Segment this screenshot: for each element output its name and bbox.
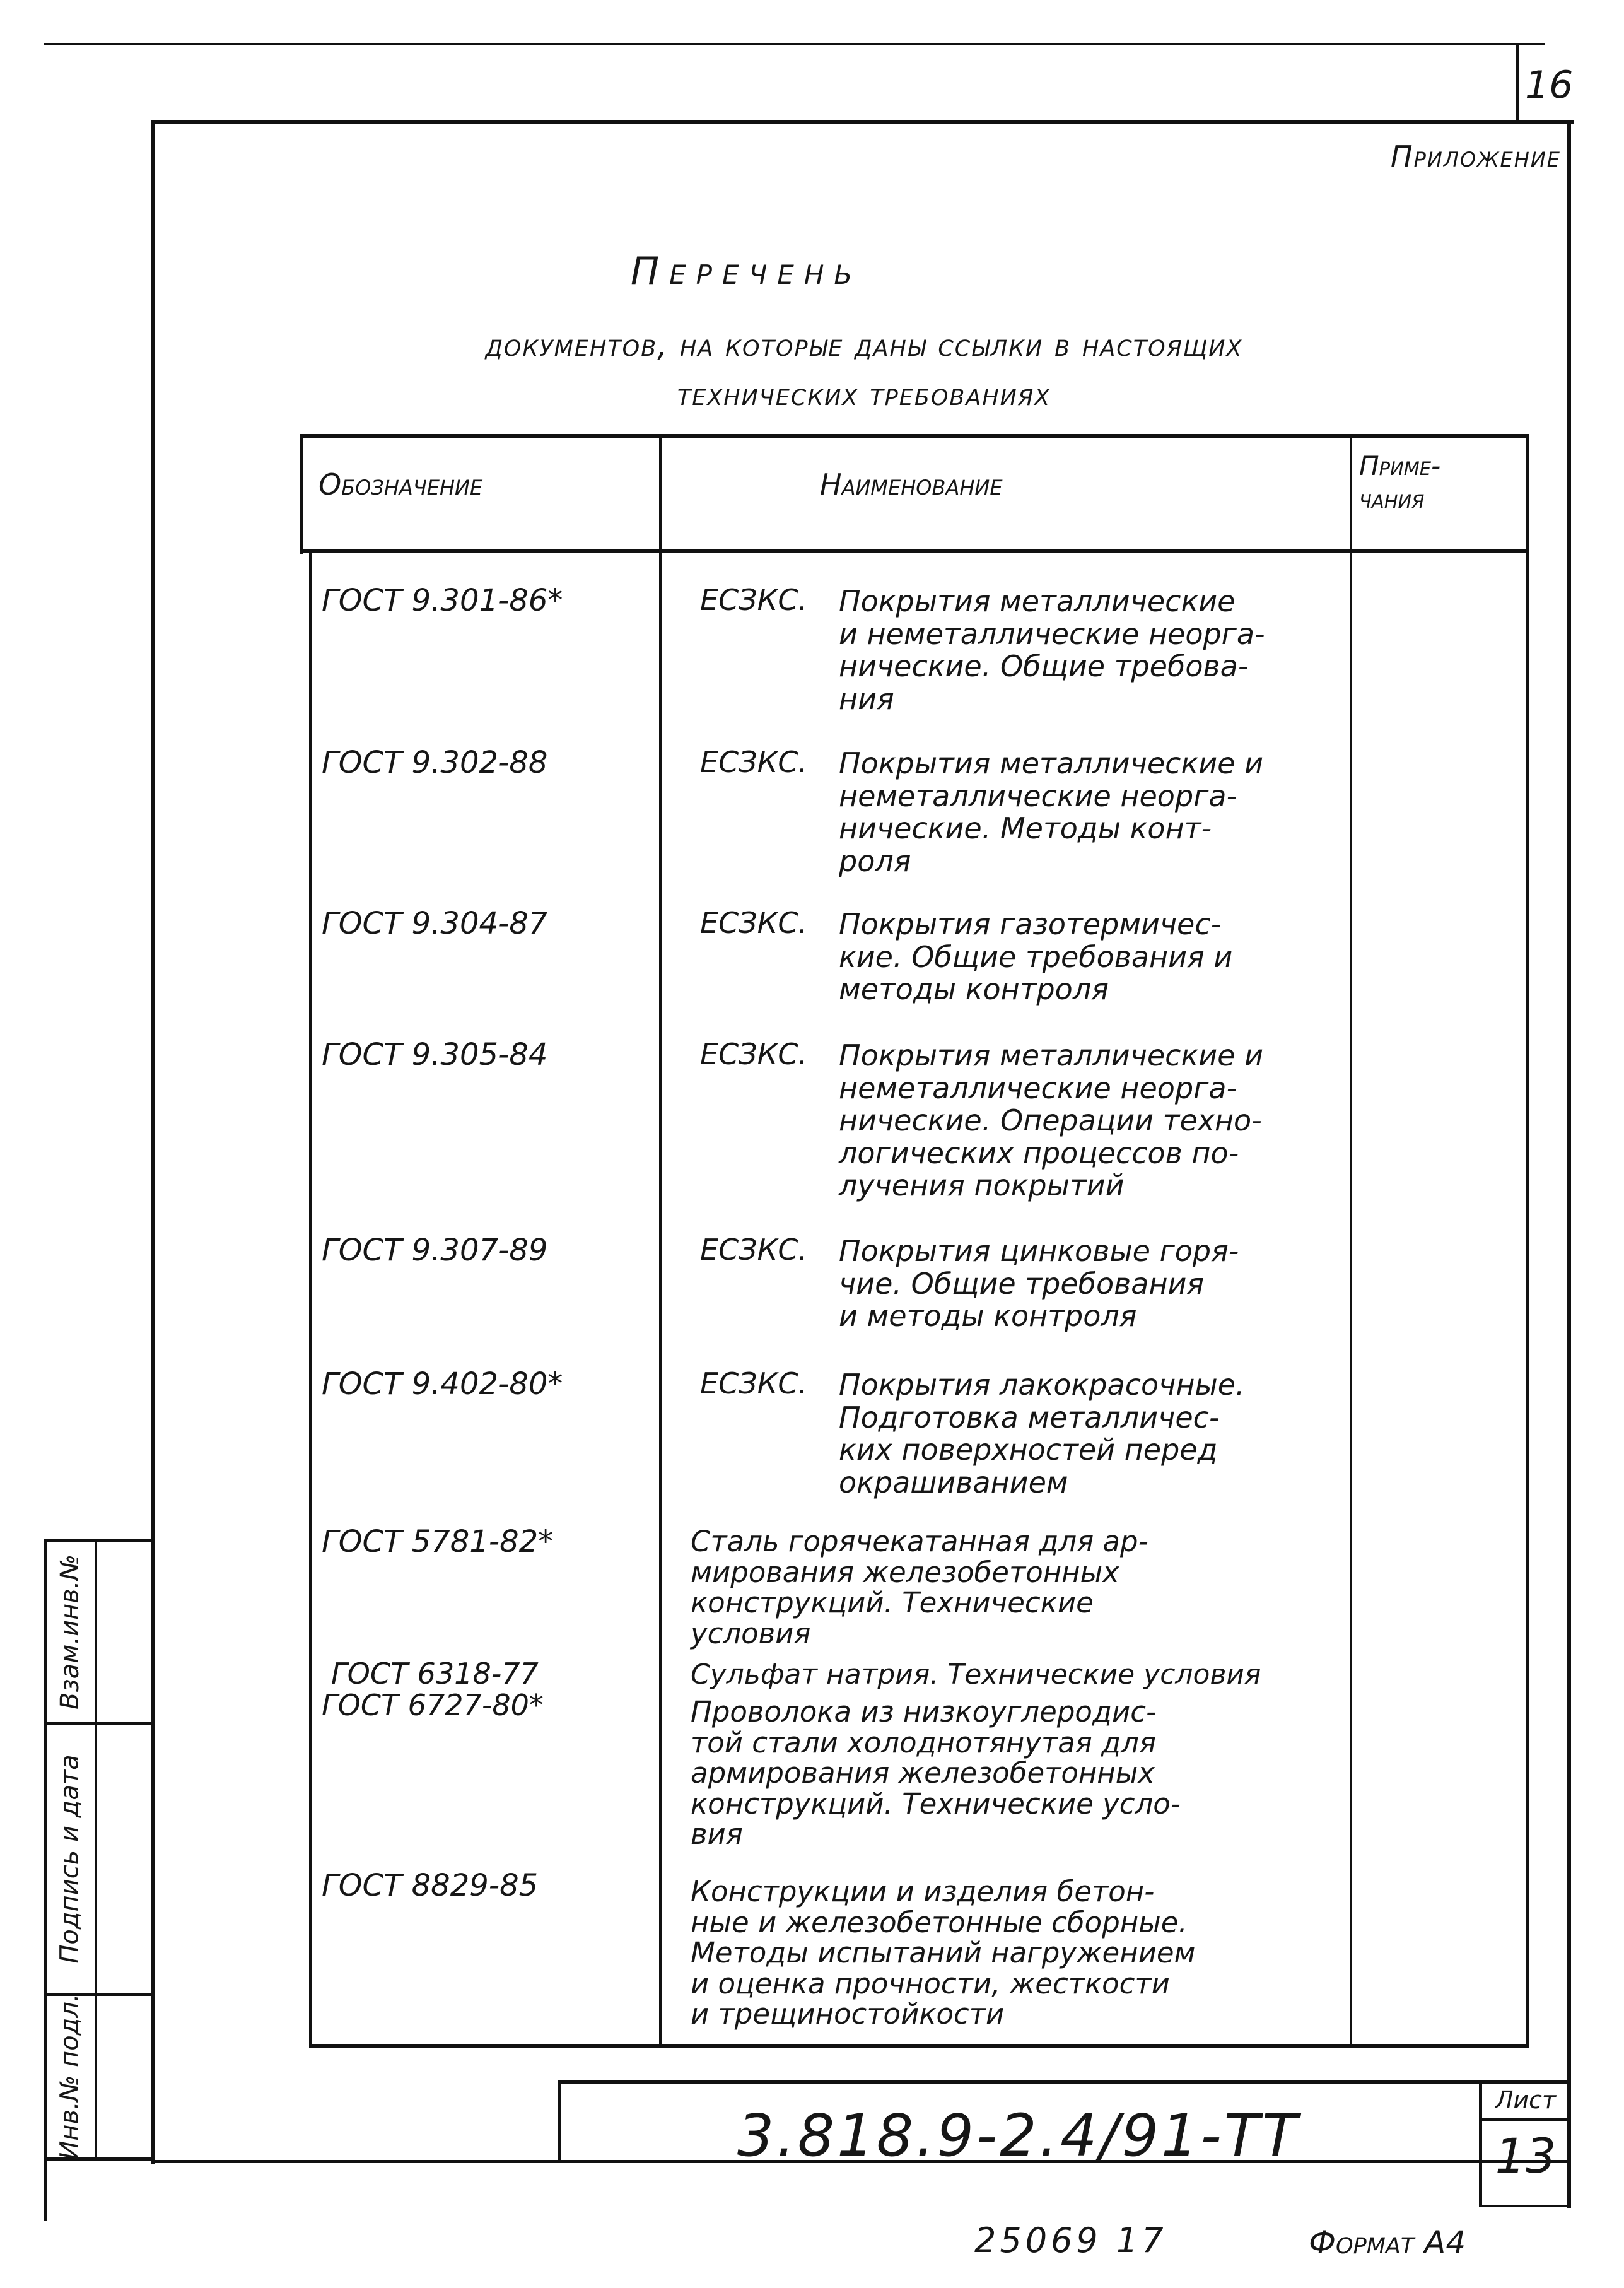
row-designation: ГОСТ 9.402-80*	[322, 1366, 563, 1402]
row-name-line: конструкций. Технические	[691, 1586, 1094, 1620]
page-number-box-left	[1516, 44, 1519, 121]
row-name-line: нические. Операции техно-	[839, 1103, 1262, 1138]
row-name-line: и неметаллические неорга-	[839, 616, 1265, 651]
row-name	[839, 585, 1265, 715]
row-name-line: кие. Общие требования и	[839, 939, 1233, 974]
page-title: Перечень	[631, 249, 863, 293]
row-name-line: Конструкции и изделия бетон-	[691, 1875, 1155, 1908]
row-name-line: армирования железобетонных	[691, 1756, 1155, 1790]
stamp-replaces-inv-text: Взам.инв.№	[55, 1554, 85, 1710]
row-name	[691, 1527, 1148, 1649]
row-prefix: ЕСЗКС.	[700, 583, 808, 617]
row-designation: ГОСТ 9.302-88	[322, 745, 548, 780]
row-name	[839, 1040, 1263, 1202]
header-name: Наименование	[820, 467, 1003, 502]
row-prefix: ЕСЗКС.	[700, 906, 808, 940]
frame-right-line	[1567, 120, 1571, 2208]
row-designation: ГОСТ 9.305-84	[322, 1037, 548, 1072]
document-code: 3.818.9-2.4/91-ТТ	[737, 2102, 1300, 2169]
row-name-line: лучения покрытий	[839, 1168, 1125, 1203]
row-name-line: нические. Методы конт-	[839, 811, 1212, 846]
row-name	[839, 1369, 1245, 1499]
header-notes-line-2: чания	[1359, 483, 1425, 514]
stamp-inv-no-orig-text: Инв.№ подл.	[55, 1993, 85, 2160]
appendix-label: Приложение	[1391, 139, 1561, 173]
row-name-line: и методы контроля	[839, 1299, 1137, 1334]
row-designation: ГОСТ 6318-77	[331, 1657, 539, 1691]
row-name	[839, 1235, 1239, 1333]
subtitle-line-2: технических требованиях	[677, 376, 1051, 413]
row-name-line: и оценка прочности, жесткости	[691, 1966, 1170, 2000]
row-designation: ГОСТ 9.307-89	[322, 1233, 548, 1268]
subtitle-line-1: документов, на которые даны ссылки в настоящих	[485, 327, 1243, 363]
row-name-line: Методы испытаний нагружением	[691, 1936, 1196, 1970]
stamp-inv-no-orig	[45, 1993, 95, 2160]
row-name-line: той стали холоднотянутая для	[691, 1725, 1157, 1759]
row-name-line: чие. Общие требования	[839, 1266, 1205, 1301]
row-name-line: ких поверхностей перед	[839, 1433, 1218, 1467]
row-designation: ГОСТ 8829-85	[322, 1868, 539, 1903]
row-name	[691, 1877, 1196, 2030]
row-name-line: мирования железобетонных	[691, 1555, 1119, 1589]
row-name-line: Покрытия металлические	[839, 584, 1236, 618]
header-notes-line-1: Приме-	[1359, 450, 1441, 481]
row-name-line: методы контроля	[839, 972, 1109, 1007]
frame-left-line	[151, 120, 155, 2164]
row-designation: ГОСТ 9.301-86*	[322, 583, 563, 618]
row-name-line: нические. Общие требова-	[839, 649, 1249, 684]
title-block-top-line	[558, 2080, 1571, 2084]
row-name-line: Покрытия металлические и	[839, 1038, 1263, 1072]
top-border-line	[44, 43, 1545, 45]
row-name	[839, 748, 1263, 877]
table-left-line	[300, 434, 303, 554]
stamp-replaces-inv	[45, 1542, 95, 1722]
page-number: 16	[1525, 63, 1574, 107]
row-prefix: ЕСЗКС.	[700, 1037, 808, 1071]
format-label: Формат А4	[1309, 2224, 1466, 2261]
row-name	[691, 1697, 1181, 1850]
sheet-box-divider	[1479, 2118, 1571, 2121]
row-name	[839, 908, 1232, 1006]
table-right-line	[1526, 434, 1529, 2047]
row-designation: ГОСТ 5781-82*	[322, 1524, 554, 1559]
stamp-signature-date-text: Подпись и дата	[55, 1754, 85, 1964]
row-prefix: ЕСЗКС.	[700, 1233, 808, 1267]
row-name-line: Проволока из низкоуглеродис-	[691, 1695, 1157, 1728]
sheet-number: 13	[1495, 2128, 1557, 2184]
table-col-divider-2	[1350, 434, 1352, 2046]
row-name-line: неметаллические неорга-	[839, 1071, 1237, 1105]
table-bottom-line	[309, 2044, 1529, 2048]
row-prefix: ЕСЗКС.	[700, 1366, 808, 1400]
stamp-signature-date	[45, 1725, 95, 1993]
row-name-line: условия	[691, 1616, 811, 1650]
row-name-line: Покрытия лакокрасочные.	[839, 1368, 1245, 1402]
row-name-line: и трещиностойкости	[691, 1997, 1005, 2031]
sheet-box-bottom-line	[1479, 2205, 1571, 2207]
table-top-line	[300, 434, 1529, 438]
row-designation: ГОСТ 9.304-87	[322, 906, 548, 941]
row-name-line: Покрытия металлические и	[839, 746, 1263, 780]
row-name-line: конструкций. Технические усло-	[691, 1786, 1181, 1821]
table-col-divider-1	[659, 434, 662, 2046]
row-name-line: вия	[691, 1817, 743, 1851]
archive-number: 25069 17	[974, 2221, 1167, 2260]
sheet-label: Лист	[1495, 2086, 1557, 2114]
row-name-line: Подготовка металличес-	[839, 1400, 1220, 1434]
stamp-inner-line	[95, 1539, 97, 2161]
row-designation: ГОСТ 6727-80*	[322, 1688, 544, 1722]
row-name-line: неметаллические неорга-	[839, 778, 1237, 813]
row-prefix: ЕСЗКС.	[700, 745, 808, 779]
frame-top-line	[151, 120, 1574, 124]
row-name-line: роля	[839, 843, 911, 878]
row-name-line: логических процессов по-	[839, 1135, 1239, 1170]
header-designation: Обозначение	[318, 467, 483, 502]
row-name	[691, 1659, 1261, 1690]
row-name-line: Покрытия газотермичес-	[839, 907, 1222, 941]
row-name-line: окрашиванием	[839, 1465, 1068, 1499]
table-header-bottom-line	[300, 549, 1529, 553]
row-name-line: Сульфат натрия. Технические условия	[691, 1658, 1261, 1691]
row-name-line: Покрытия цинковые горя-	[839, 1234, 1239, 1268]
row-name-line: ния	[839, 681, 894, 716]
table-left-line-lower	[309, 549, 312, 2048]
row-name-line: Сталь горячекатанная для ар-	[691, 1525, 1148, 1558]
row-name-line: ные и железобетонные сборные.	[691, 1905, 1188, 1939]
